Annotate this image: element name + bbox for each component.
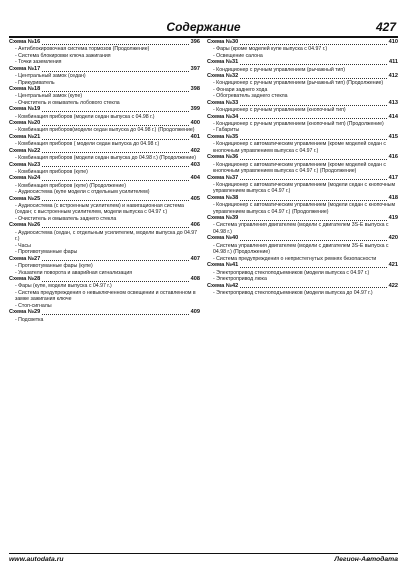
toc-entry [9, 256, 200, 276]
toc-entry [9, 196, 200, 223]
toc-entry-page: 415 [388, 133, 398, 140]
toc-entry [207, 195, 398, 215]
page-title: Содержание [166, 20, 241, 34]
toc-entry-name: Схема №29 [9, 309, 41, 316]
dot-leader [240, 159, 386, 160]
toc-entry-name: Схема №37 [207, 174, 239, 181]
toc-entry-name: Схема №30 [207, 39, 239, 45]
toc-entry-page: 421 [388, 262, 398, 269]
toc-entry-item: - Точки заземления [15, 59, 62, 66]
toc-entry-heading [9, 39, 200, 46]
toc-entry-page: 401 [190, 133, 200, 140]
toc-entry-item: - Аудиосистема (седан, с отдельным усилителем, модели выпуска до 04.97 г.) [15, 229, 198, 243]
toc-entry-item: - Кондиционер с ручным управлением (кнопочный тип) (Продолжение) [213, 120, 384, 127]
toc-entry [9, 134, 200, 148]
toc-entry-heading [9, 256, 200, 263]
dot-leader [240, 105, 386, 106]
toc-entry-page: 418 [388, 194, 398, 201]
toc-entry-heading [207, 59, 398, 66]
dot-leader [42, 180, 188, 181]
toc-entry-page: 422 [388, 282, 398, 289]
toc-entry-item: - Центральный замок (седан) [15, 73, 86, 80]
dot-leader [42, 44, 188, 45]
toc-entry-page: 399 [190, 106, 200, 113]
toc-entry-page: 416 [388, 154, 398, 161]
toc-entry-page: 403 [190, 161, 200, 168]
dot-leader [42, 200, 188, 201]
toc-entry [9, 106, 200, 120]
toc-entry-page: 397 [190, 65, 200, 72]
toc-entry-item: - Прикуриватель [15, 79, 55, 86]
page-header [9, 19, 398, 38]
toc-entry-item: - Система управления двигателем (модели с двигателем 3S-E выпуска с 04.98 г.) (Продолжение) [213, 242, 389, 256]
toc-entry-name: Схема №16 [9, 39, 41, 45]
dot-leader [42, 152, 188, 153]
dot-leader [240, 118, 386, 119]
toc-entry [207, 134, 398, 154]
toc-entry-page: 413 [388, 99, 398, 106]
dot-leader [240, 240, 386, 241]
toc-entry-item: - Фары (купе, модели выпуска с 04.97 г.) [15, 283, 112, 290]
toc-entry-item: - Указатели поворота и аварийная сигнализация [15, 269, 133, 276]
dot-leader [240, 78, 386, 79]
toc-entry-item: - Центральный замок (купе) [15, 93, 83, 100]
toc-entry-item: - Фонари заднего хода [213, 86, 268, 93]
toc-entry-page: 414 [388, 113, 398, 120]
toc-entry [207, 283, 398, 297]
toc-entry-name: Схема №40 [207, 235, 239, 242]
toc-entry-name: Схема №38 [207, 194, 239, 201]
toc-entry-item: - Кондиционер с автоматическим управлением (модели седан с кнопочным управлением выпуска с 04.97 г.) (Продолжение) [213, 202, 396, 215]
toc-entry [9, 39, 200, 66]
toc-entry-item: - Комбинация приборов (купе) (Продолжение) [15, 182, 126, 189]
dot-leader [42, 111, 188, 112]
toc-entry-item: - Комбинация приборов (купе) [15, 168, 88, 175]
toc-entry-page: 407 [190, 255, 200, 262]
toc-entry-item: - Очиститель и омыватель заднего стекла [15, 215, 117, 222]
toc-entry-name: Схема №23 [9, 161, 41, 168]
toc-entry-heading [9, 148, 200, 155]
dot-leader [42, 227, 188, 228]
toc-entry-heading [9, 175, 200, 182]
toc-entry-heading [9, 196, 200, 203]
toc-entry-item: - Освещение салона [213, 52, 263, 59]
toc-entry-item: - Комбинация приборов (модели седан выпуска с 04.98 г.) [15, 113, 155, 120]
toc-entry-page: 411 [388, 59, 398, 66]
toc-entry-item: - Противотуманные фары (купе) [15, 263, 93, 270]
toc-entry-page: 410 [388, 39, 398, 45]
toc-entry-name: Схема №39 [207, 215, 239, 222]
toc-entry-name: Схема №24 [9, 175, 41, 182]
toc-entry-heading [9, 120, 200, 127]
toc-entry-name: Схема №35 [207, 133, 239, 140]
dot-leader [240, 267, 386, 268]
toc-entry-page: 408 [190, 276, 200, 283]
toc-entry [207, 215, 398, 235]
toc-entry [207, 100, 398, 114]
toc-entry-item: - Противотуманные фары [15, 249, 78, 256]
toc-entry-page: 404 [190, 175, 200, 182]
dot-leader [240, 139, 386, 140]
toc-entry-heading [9, 106, 200, 113]
toc-entry-item: - Электропривод стеклоподъемников (модели выпуска с 04.97 г.) [213, 269, 370, 276]
toc-entry-heading [207, 175, 398, 182]
dot-leader [240, 179, 386, 180]
toc-entry-item: - Очиститель и омыватель лобового стекла [15, 99, 120, 106]
toc-entry-heading [9, 276, 200, 283]
toc-entry-name: Схема №22 [9, 147, 41, 154]
toc-entry-name: Схема №25 [9, 195, 41, 202]
toc-entry-item: - Комбинация приборов (модели седан выпуска до 04.98 г.) (Продолжение) [15, 155, 196, 162]
page-number: 427 [375, 20, 396, 34]
toc-entry-item: - Аудиосистема (с встроенным усилителем) и навигационная система (седан; с выстроенным усилителем, модели выпуска с 04.97 г.) [15, 202, 184, 216]
toc-entry-item: - Обогреватель заднего стекла [213, 93, 288, 100]
toc-entry-page: 409 [190, 309, 200, 316]
toc-entry-name: Схема №31 [207, 59, 239, 66]
toc-entry-name: Схема №41 [207, 262, 239, 269]
dot-leader [240, 287, 386, 288]
dot-leader [42, 314, 188, 315]
toc-entry-item: - Часы [15, 242, 31, 249]
dot-leader [240, 200, 386, 201]
toc-entry-name: Схема №20 [9, 120, 41, 127]
toc-entry-page: 412 [388, 73, 398, 80]
toc-left-column [9, 39, 200, 323]
toc-entry [9, 309, 200, 323]
toc-entry-page: 406 [190, 222, 200, 229]
page-footer [9, 553, 398, 566]
dot-leader [240, 220, 386, 221]
dot-leader [42, 91, 188, 92]
toc-entry-name: Схема №32 [207, 73, 239, 80]
toc-entry-item: - Габариты [213, 127, 240, 134]
toc-entry [9, 175, 200, 195]
toc-entry-item: - Электропривод люка [213, 276, 267, 283]
toc-entry [207, 154, 398, 174]
toc-entry-page: 419 [388, 215, 398, 222]
toc-entry-heading [207, 215, 398, 222]
dot-leader [240, 44, 386, 45]
toc-entry-item: - Комбинация приборов(модели седан выпуска до 04.98 г.) (Продолжение) [15, 127, 195, 134]
toc-entry [207, 39, 398, 59]
toc-entry [207, 114, 398, 134]
toc-entry-item: - Стоп-сигналы [15, 302, 52, 309]
toc-entry-heading [207, 235, 398, 242]
toc-entry-item: - Подсветка [15, 316, 44, 323]
dot-leader [42, 139, 188, 140]
toc-entry-item: - Кондиционер с ручным управлением (рычажный тип) (Продолжение) [213, 80, 384, 87]
toc-entry-item: - Комбинация приборов ( модели седан выпуска до 04.98 г.) [15, 141, 160, 148]
toc-entry-item: - Кондиционер с автоматическим управлением (модели седан с кнопочным управлением выпуска с 04.97 г.) [213, 181, 396, 195]
dot-leader [42, 260, 188, 261]
toc-entry-item: - Система предупреждения о непристегнутых ремнях безопасности [213, 255, 377, 262]
toc-entry-name: Схема №36 [207, 154, 239, 161]
toc-entry-heading [9, 222, 200, 229]
toc-entry-page: 398 [190, 86, 200, 93]
toc-entry-name: Схема №17 [9, 65, 41, 72]
dot-leader [42, 166, 188, 167]
toc-entry-name: Схема №18 [9, 86, 41, 93]
toc-entry [207, 73, 398, 100]
toc-entry [9, 276, 200, 309]
toc-entry-name: Схема №26 [9, 222, 41, 229]
toc-entry-page: 405 [190, 195, 200, 202]
toc-right-column [207, 39, 398, 296]
toc-entry-name: Схема №28 [9, 276, 41, 283]
toc-entry-name: Схема №27 [9, 255, 41, 262]
toc-entry [207, 262, 398, 282]
toc-entry [9, 222, 200, 255]
toc-entry [9, 120, 200, 134]
toc-entry-name: Схема №21 [9, 133, 41, 140]
toc-entry-item: - Система блокировки ключа зажигания [15, 52, 111, 59]
toc-entry-heading [207, 114, 398, 121]
toc-entry-name: Схема №34 [207, 113, 239, 120]
dot-leader [42, 281, 188, 282]
toc-entry-heading [9, 162, 200, 169]
toc-entry-heading [207, 262, 398, 269]
toc-entry-item: - Кондиционер с автоматическим управлением (кроме моделей седан с кнопочным управлением выпуска с 04.97 г.) (Продолжение) [213, 161, 386, 175]
toc-entry-heading [9, 309, 200, 316]
toc-entry-name: Схема №42 [207, 282, 239, 289]
toc-entry-page: 417 [388, 174, 398, 181]
toc-entry [207, 59, 398, 73]
dot-leader [42, 125, 188, 126]
toc-entry-page: 400 [190, 120, 200, 127]
toc-entry [9, 162, 200, 176]
toc-entry-item: - Система управления двигателем (модели с двигателем 3S-E выпуска с 04.98 г.) [213, 222, 389, 235]
toc-entry-heading [207, 283, 398, 290]
toc-entry-page: 396 [190, 39, 200, 45]
toc-entry-page: 402 [190, 147, 200, 154]
toc-entry-item: - Кондиционер с ручным управлением (рычажный тип) [213, 66, 345, 73]
toc-entry-item: - Система предупреждения о невыключенном освещении и оставленном в замке зажигания ключе [15, 289, 196, 303]
toc-entry-page: 420 [388, 235, 398, 242]
toc-entry-heading [9, 66, 200, 73]
toc-entry [9, 66, 200, 86]
toc-entry-item: - Фары (кроме моделей купе выпуска с 04.97 г.) [213, 46, 328, 53]
toc-entry-heading [207, 154, 398, 161]
toc-entry [207, 235, 398, 262]
toc-entry-item: - Антиблокировочная система тормозов (Продолжение) [15, 46, 150, 53]
toc-entry-item: - Электропривод стеклоподъемников (модели выпуска до 04.97 г.) [213, 289, 373, 296]
dot-leader [42, 71, 188, 72]
dot-leader [240, 64, 387, 65]
footer-website: www.autodata.ru [9, 556, 64, 563]
footer-publisher: Легион-Автодата [334, 556, 398, 563]
toc-entry-item: - Кондиционер с автоматическим управлением (кроме моделей седан с кнопочным управлением выпуска с 04.97 г.) [213, 141, 386, 154]
toc-entry-heading [9, 134, 200, 141]
toc-entry-heading [207, 195, 398, 202]
toc-entry [207, 175, 398, 195]
toc-entry [9, 86, 200, 106]
toc-entry-item: - Аудиосистема (купе модели с отдельным усилителем) [15, 189, 150, 196]
toc-entry-item: - Кондиционер с ручным управлением (кнопочный тип) [213, 107, 346, 114]
toc-entry-name: Схема №33 [207, 99, 239, 106]
toc-entry-name: Схема №19 [9, 106, 41, 113]
toc-entry [9, 148, 200, 162]
